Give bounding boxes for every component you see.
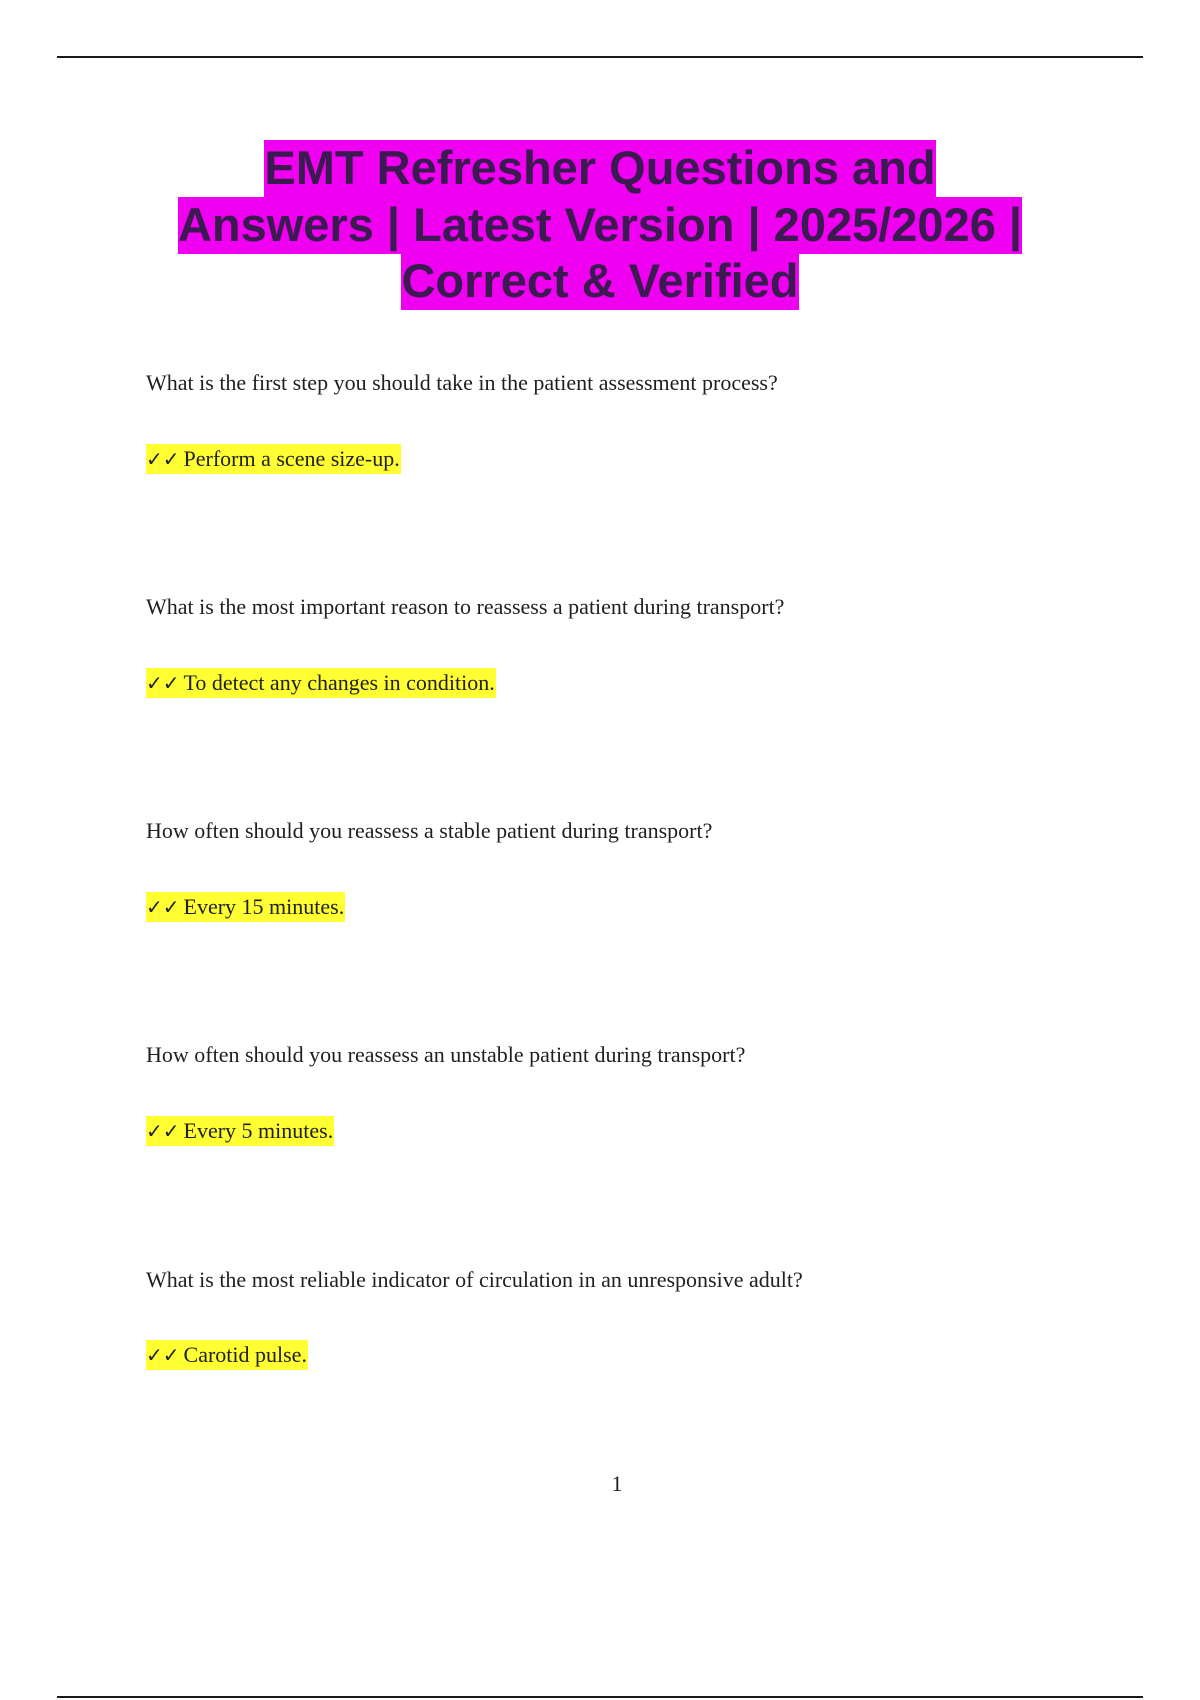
top-rule [57, 56, 1143, 58]
qa-item-4 [146, 1041, 1126, 1143]
answer-text [146, 445, 401, 473]
question-text: What is the most reliable indicator of circulation in an unresponsive adult? [146, 1267, 803, 1292]
question-text: How often should you reassess an unstable patient during transport? [146, 1042, 746, 1067]
answer-label: Perform a scene size-up. [183, 446, 400, 471]
title-line-2: Answers | Latest Version | 2025/2026 | [178, 197, 1022, 254]
qa-item-2 [146, 593, 1126, 695]
answer-text [146, 669, 496, 697]
answer-text [146, 1341, 308, 1369]
check-icon: ✓✓ [146, 447, 180, 471]
check-icon: ✓✓ [146, 671, 180, 695]
qa-item-1 [146, 369, 1126, 471]
answer-label: To detect any changes in condition. [183, 670, 495, 695]
qa-item-5 [146, 1266, 1126, 1367]
check-icon: ✓✓ [146, 1343, 180, 1367]
answer-label: Carotid pulse. [183, 1342, 307, 1367]
check-icon: ✓✓ [146, 1119, 180, 1143]
document-title [100, 140, 1100, 310]
question-text: What is the first step you should take in the patient assessment process? [146, 370, 778, 395]
title-line-3: Correct & Verified [401, 253, 798, 310]
title-line-1: EMT Refresher Questions and [264, 140, 935, 197]
question-text: How often should you reassess a stable patient during transport? [146, 818, 713, 843]
answer-label: Every 5 minutes. [183, 1118, 334, 1143]
answer-text [146, 893, 345, 921]
answer-label: Every 15 minutes. [183, 894, 345, 919]
check-icon: ✓✓ [146, 895, 180, 919]
bottom-rule [57, 1696, 1143, 1698]
page-number: 1 [611, 1471, 623, 1496]
qa-item-3 [146, 817, 1126, 919]
answer-text [146, 1117, 334, 1145]
question-text: What is the most important reason to reassess a patient during transport? [146, 594, 785, 619]
